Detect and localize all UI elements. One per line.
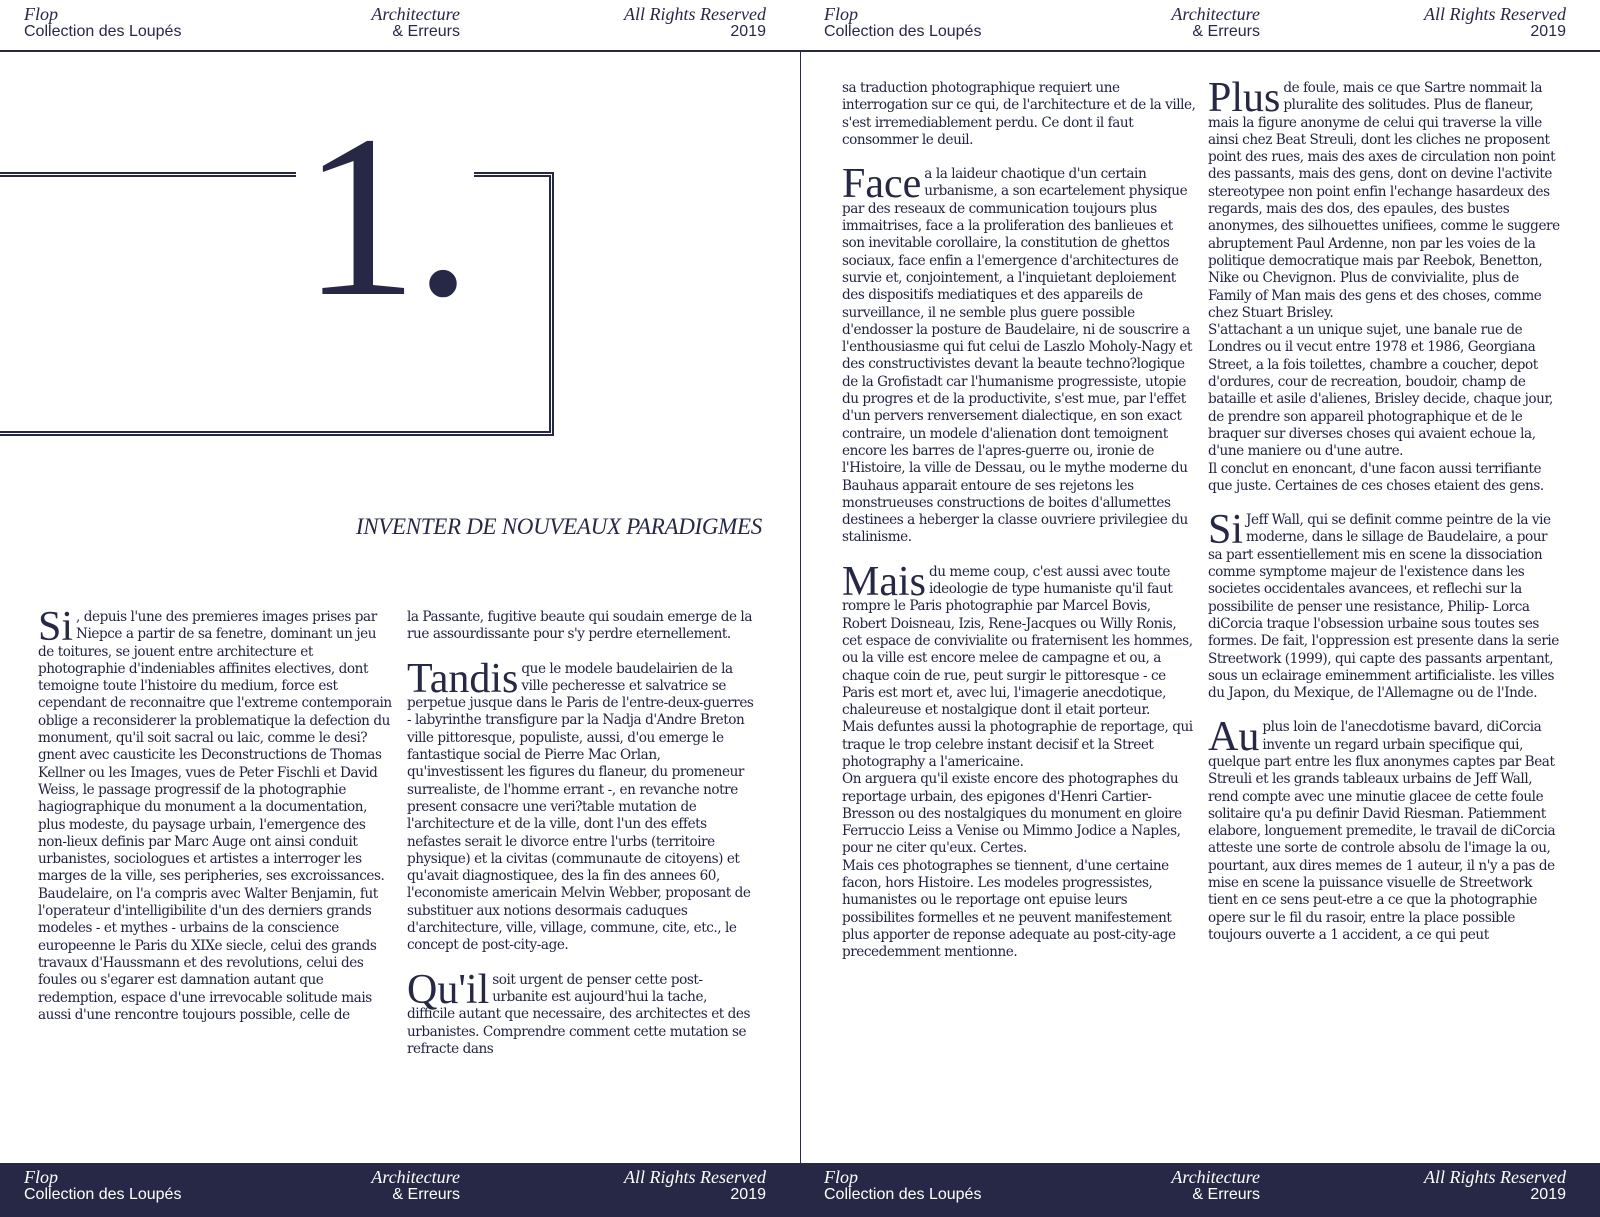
year-text: 2019 (730, 1186, 766, 1203)
drop-cap: Si (1208, 507, 1244, 554)
publisher-block (24, 1168, 181, 1203)
text-column-4 (1208, 75, 1562, 944)
paragraph (842, 80, 1196, 149)
text-column-1 (38, 604, 392, 1024)
collection-name: Collection des Loupés (24, 23, 182, 40)
rights-text: All Rights Reserved (1424, 4, 1566, 24)
paragraph (407, 966, 757, 1058)
paragraph (1208, 75, 1562, 322)
drop-cap: Plus (1208, 75, 1281, 121)
paragraph-text: , depuis l'une des premieres images prises par Niepce a partir de sa fenetre, dominant un jeu de toitures, se jouent entre architecture et photographie d'indeniables affinites electives, dont temoigne toute l'histoire du medium, force est cependant de reconnaitre que l'extreme contemporain oblige a reconsiderer la problematique la defection du monument, qu'il soit sacral ou laic, comme le desi?gnent avec causticite les Deconstructions de Thomas Kellner ou les Images, vues de Peter Fischli et David Weiss, le passage progressif de la photographie hagiographique du monument a la documentation, plus modeste, du paysage urbain, l'emergence des non-lieux definis par Marc Auge ont ainsi conduit urbanistes, sociologues et artistes a interroger les marges de la ville, ses peripheries, ses excroissances. (38, 609, 392, 885)
drop-cap: Tandis (407, 655, 519, 702)
series-subtitle: & Erreurs (392, 1186, 460, 1203)
paragraph-text: de foule, mais ce que Sartre nommait la pluralite des solitudes. Plus de flaneur, mais la figure anonyme de celui qui traverse la ville ainsi chez Beat Streuli, dont les cliches ne proposent point des rues, mais des axes de circulation non point des passants, mais des gens, dont on devine l'activite stereotypee non point enfin l'echange hasardeux des regards, mais des dos, des epaules, des bustes anonymes, des silhouettes unifiees, comme le suggere abruptement Paul Ardenne, non par les voies de la politique democratique mais par Reebok, Benetton, Nike ou Chevignon. Plus de convivialite, plus de Family of Man mais des gens et des choses, comme chez Stuart Brisley. (1208, 80, 1560, 321)
paragraph-text: Il conclut en enoncant, d'une facon aussi terrifiante que juste. Certaines de ces choses etaient des gens. (1208, 460, 1544, 494)
paragraph-text: Mais defuntes aussi la photographie de reportage, qui traque le trop celebre instant decisif et la Street photography a l'americaine. (842, 719, 1193, 770)
collection-name: Collection des Loupés (824, 1186, 982, 1203)
drop-cap: Au (1208, 714, 1260, 761)
page-header (0, 0, 800, 52)
rights-text: All Rights Reserved (624, 1167, 766, 1187)
paragraph (842, 858, 1196, 962)
paragraph-text: la Passante, fugitive beaute qui soudain emerge de la rue assourdissante pour s'y perdre eternellement. (407, 609, 752, 643)
series-subtitle: & Erreurs (1192, 23, 1260, 40)
series-name: Architecture (1171, 4, 1260, 24)
paragraph-text: plus loin de l'anecdotisme bavard, diCorcia invente un regard urbain specifique qui, quelque part entre les flux anonymes captes par Beat Streuli et les grands tableaux urbains de Jeff Wall, rend compte avec une minutie glacee de cette foule solitaire qu'a pu definir David Riesman. Patiemment elabore, longuement premedite, le travail de diCorcia atteste une sorte de controle absolu de l'image la ou, pourtant, aux dires memes de 1 auteur, il n'y a pas de mise en scene la puissance visuelle de Streetwork tient en ce sens peut-etre a ce que la photographie opere sur le fil du rasoir, entre la place possible toujours ouverte a 1 accident, a ce qui peut (1208, 719, 1556, 943)
paragraph-text: Jeff Wall, qui se definit comme peintre de la vie moderne, dans le sillage de Baudelaire, a pour sa part essentiellement mis en scene la dissociation comme symptome majeur de l'existence dans les societes occidentales avancees, et reflechi sur la possibilite de penser une resistance, Philip- Lorca diCorcia traque l'obsession urbaine sous toutes ses formes. De fait, l'oppression est presente dans la serie Streetwork (1999), qui capte des passants arpentant, sous un eclairage eminemment artificialiste. les villes du Japon, du Mexique, de l'Allemagne ou de l'Inde. (1208, 512, 1559, 702)
publisher-name: Flop (24, 1167, 58, 1187)
series-block (318, 1168, 460, 1203)
drop-cap: Face (842, 161, 922, 208)
paragraph (842, 771, 1196, 857)
paragraph (842, 558, 1196, 720)
paragraph-text: Mais ces photographes se tiennent, d'une certaine facon, hors Histoire. Les modeles progressistes, humanistes ou le reportage ont epuise leurs possibilites formelles et ne peuvent manifestement plus apporter de reponse adequate au post-city-age precedemment mentionne. (842, 857, 1176, 961)
chapter-number: 1. (296, 122, 474, 310)
rights-block (624, 1168, 766, 1203)
paragraph (842, 719, 1196, 771)
year-text: 2019 (730, 23, 766, 40)
paragraph-text: a la laideur chaotique d'un certain urbanisme, a son ecartelement physique par des reseaux de communication toujours plus immaitrises, face a la proliferation des banlieues et son inevitable corollaire, la constitution de ghettos sociaux, face enfin a l'emergence d'architectures de survie et, conjointement, a l'inquietant deploiement des dispositifs mediatiques et des appareils de surveillance, il ne semble plus guere possible d'endosser la posture de Baudelaire, ni de souscrire a l'enthousiasme qui fut celui de Laszlo Moholy-Nagy et des constructivistes devant la beaute techno?logique de la Grofistadt car l'humanisme progressiste, utopie du progres et de la productivite, s'est mue, par l'effet d'un pervers renversement dialectique, en son exact contraire, un modele d'alienation dont temoignent encore les barres de l'apres-guerre ou, ironie de l'Histoire, la ville de Dessau, ou le mythe moderne du Bauhaus apparait entoure de ses rejetons les monstrueuses constructions de boites d'allumettes destinees a heberger la classe ouvriere privilegiee du stalinisme. (842, 166, 1193, 546)
collection-name: Collection des Loupés (824, 23, 982, 40)
series-block (318, 5, 460, 40)
year-text: 2019 (1530, 23, 1566, 40)
paragraph (842, 161, 1196, 547)
paragraph (407, 655, 757, 955)
rights-text: All Rights Reserved (624, 4, 766, 24)
publisher-name: Flop (24, 4, 58, 24)
paragraph-text: du meme coup, c'est aussi avec toute ideologie de type humaniste qu'il faut rompre le Paris photographie par Marcel Bovis, Robert Doisneau, Izis, Rene-Jacques ou Willy Ronis, cet espace de convivialite ou fraternisent les hommes, ou la ville est encore melee de campagne et ou, a chaque coin de rue, peut surgir le pittoresque - ce Paris est mort et, avec lui, l'imagerie anecdotique, chaleureuse et nostalgique dont il etait porteur. (842, 563, 1193, 719)
rights-text: All Rights Reserved (1424, 1167, 1566, 1187)
paragraph-text: On arguera qu'il existe encore des photographes du reportage urbain, des epigones d'Henri Cartier-Bresson ou des nostalgiques du monument en gloire Ferruccio Leiss a Venise ou Mimmo Jodice a Naples, pour ne citer qu'eux. Certes. (842, 771, 1182, 857)
paragraph (407, 609, 757, 644)
paragraph (1208, 461, 1562, 496)
paragraph-text: que le modele baudelairien de la ville pecheresse et salvatrice se perpetue jusque dans le Paris de l'entre-deux-guerres - labyrinthe transfigure par la Nadja d'Andre Breton ville pittoresque, populiste, aussi, d'ou emerge le fantastique social de Pierre Mac Orlan, qu'investissent les figures du flaneur, du promeneur surrealiste, de l'homme errant -, en revanche notre present consacre une veri?table mutation de l'architecture et de la ville, dont l'un des effets nefastes serait le divorce entre l'urbs (territoire physique) et la civitas (communaute de citoyens) et qu'avait diagnostiquee, des la fin des annees 60, l'economiste americain Melvin Webber, proposant de substituer aux notions desormais caduques d'architecture, ville, village, commune, cite, etc., le concept de post-city-age. (407, 660, 754, 954)
paragraph (1208, 714, 1562, 944)
series-name: Architecture (371, 1167, 460, 1187)
drop-cap: Si (38, 604, 74, 650)
rights-block (624, 5, 766, 40)
series-subtitle: & Erreurs (392, 23, 460, 40)
right-page (800, 0, 1600, 1217)
paragraph (38, 604, 392, 886)
rights-block (1424, 5, 1566, 40)
year-text: 2019 (1530, 1186, 1566, 1203)
paragraph-text: sa traduction photographique requiert une interrogation sur ce qui, de l'architecture et de la ville, s'est irremediablement perdu. Ce dont il faut consommer le deuil. (842, 80, 1196, 148)
series-name: Architecture (1171, 1167, 1260, 1187)
publisher-block (24, 5, 181, 40)
series-subtitle: & Erreurs (1192, 1186, 1260, 1203)
paragraph-text: Baudelaire, on l'a compris avec Walter Benjamin, fut l'operateur d'intelligibilite d'un des derniers grands modeles - et mythes - urbains de la conscience europeenne le Paris du XIXe siecle, celui des grands travaux d'Haussmann et des revolutions, celui des foules ou s'egarer est damnation autant que redemption, espace d'une irrevocable solitude mais aussi d'une rencontre toujours possible, celle de (38, 885, 378, 1023)
drop-cap: Mais (842, 558, 926, 605)
page-header (800, 0, 1600, 52)
paragraph (1208, 322, 1562, 460)
rights-block (1424, 1168, 1566, 1203)
paragraph-text: S'attachant a un unique sujet, une banale rue de Londres ou il vecut entre 1978 et 1986, Georgiana Street, a la fois toilettes, chambre a coucher, depot d'ordures, cour de recreation, boudoir, champ de bataille et asile d'alienes, Brisley decide, chaque jour, de prendre son appareil photographique et de le braquer sur diverses choses qui avaient echoue la, d'une maniere ou d'une autre. (1208, 322, 1553, 460)
publisher-block (824, 1168, 981, 1203)
text-column-2 (407, 609, 757, 1058)
series-block (1118, 1168, 1260, 1203)
paragraph (1208, 507, 1562, 702)
section-title: INVENTER DE NOUVEAUX PARADIGMES (355, 514, 762, 539)
series-block (1118, 5, 1260, 40)
collection-name: Collection des Loupés (24, 1186, 182, 1203)
publisher-name: Flop (824, 4, 858, 24)
text-column-3 (842, 80, 1196, 962)
publisher-block (824, 5, 981, 40)
paragraph-text: soit urgent de penser cette post-urbanite est aujourd'hui la tache, difficile autant que necessaire, des architectes et des urbanistes. Comprendre comment cette mutation se refracte dans (407, 971, 751, 1057)
page-footer (0, 1163, 800, 1217)
page-footer (800, 1163, 1600, 1217)
series-name: Architecture (371, 4, 460, 24)
paragraph (38, 886, 392, 1024)
publisher-name: Flop (824, 1167, 858, 1187)
drop-cap: Qu'il (407, 966, 490, 1013)
